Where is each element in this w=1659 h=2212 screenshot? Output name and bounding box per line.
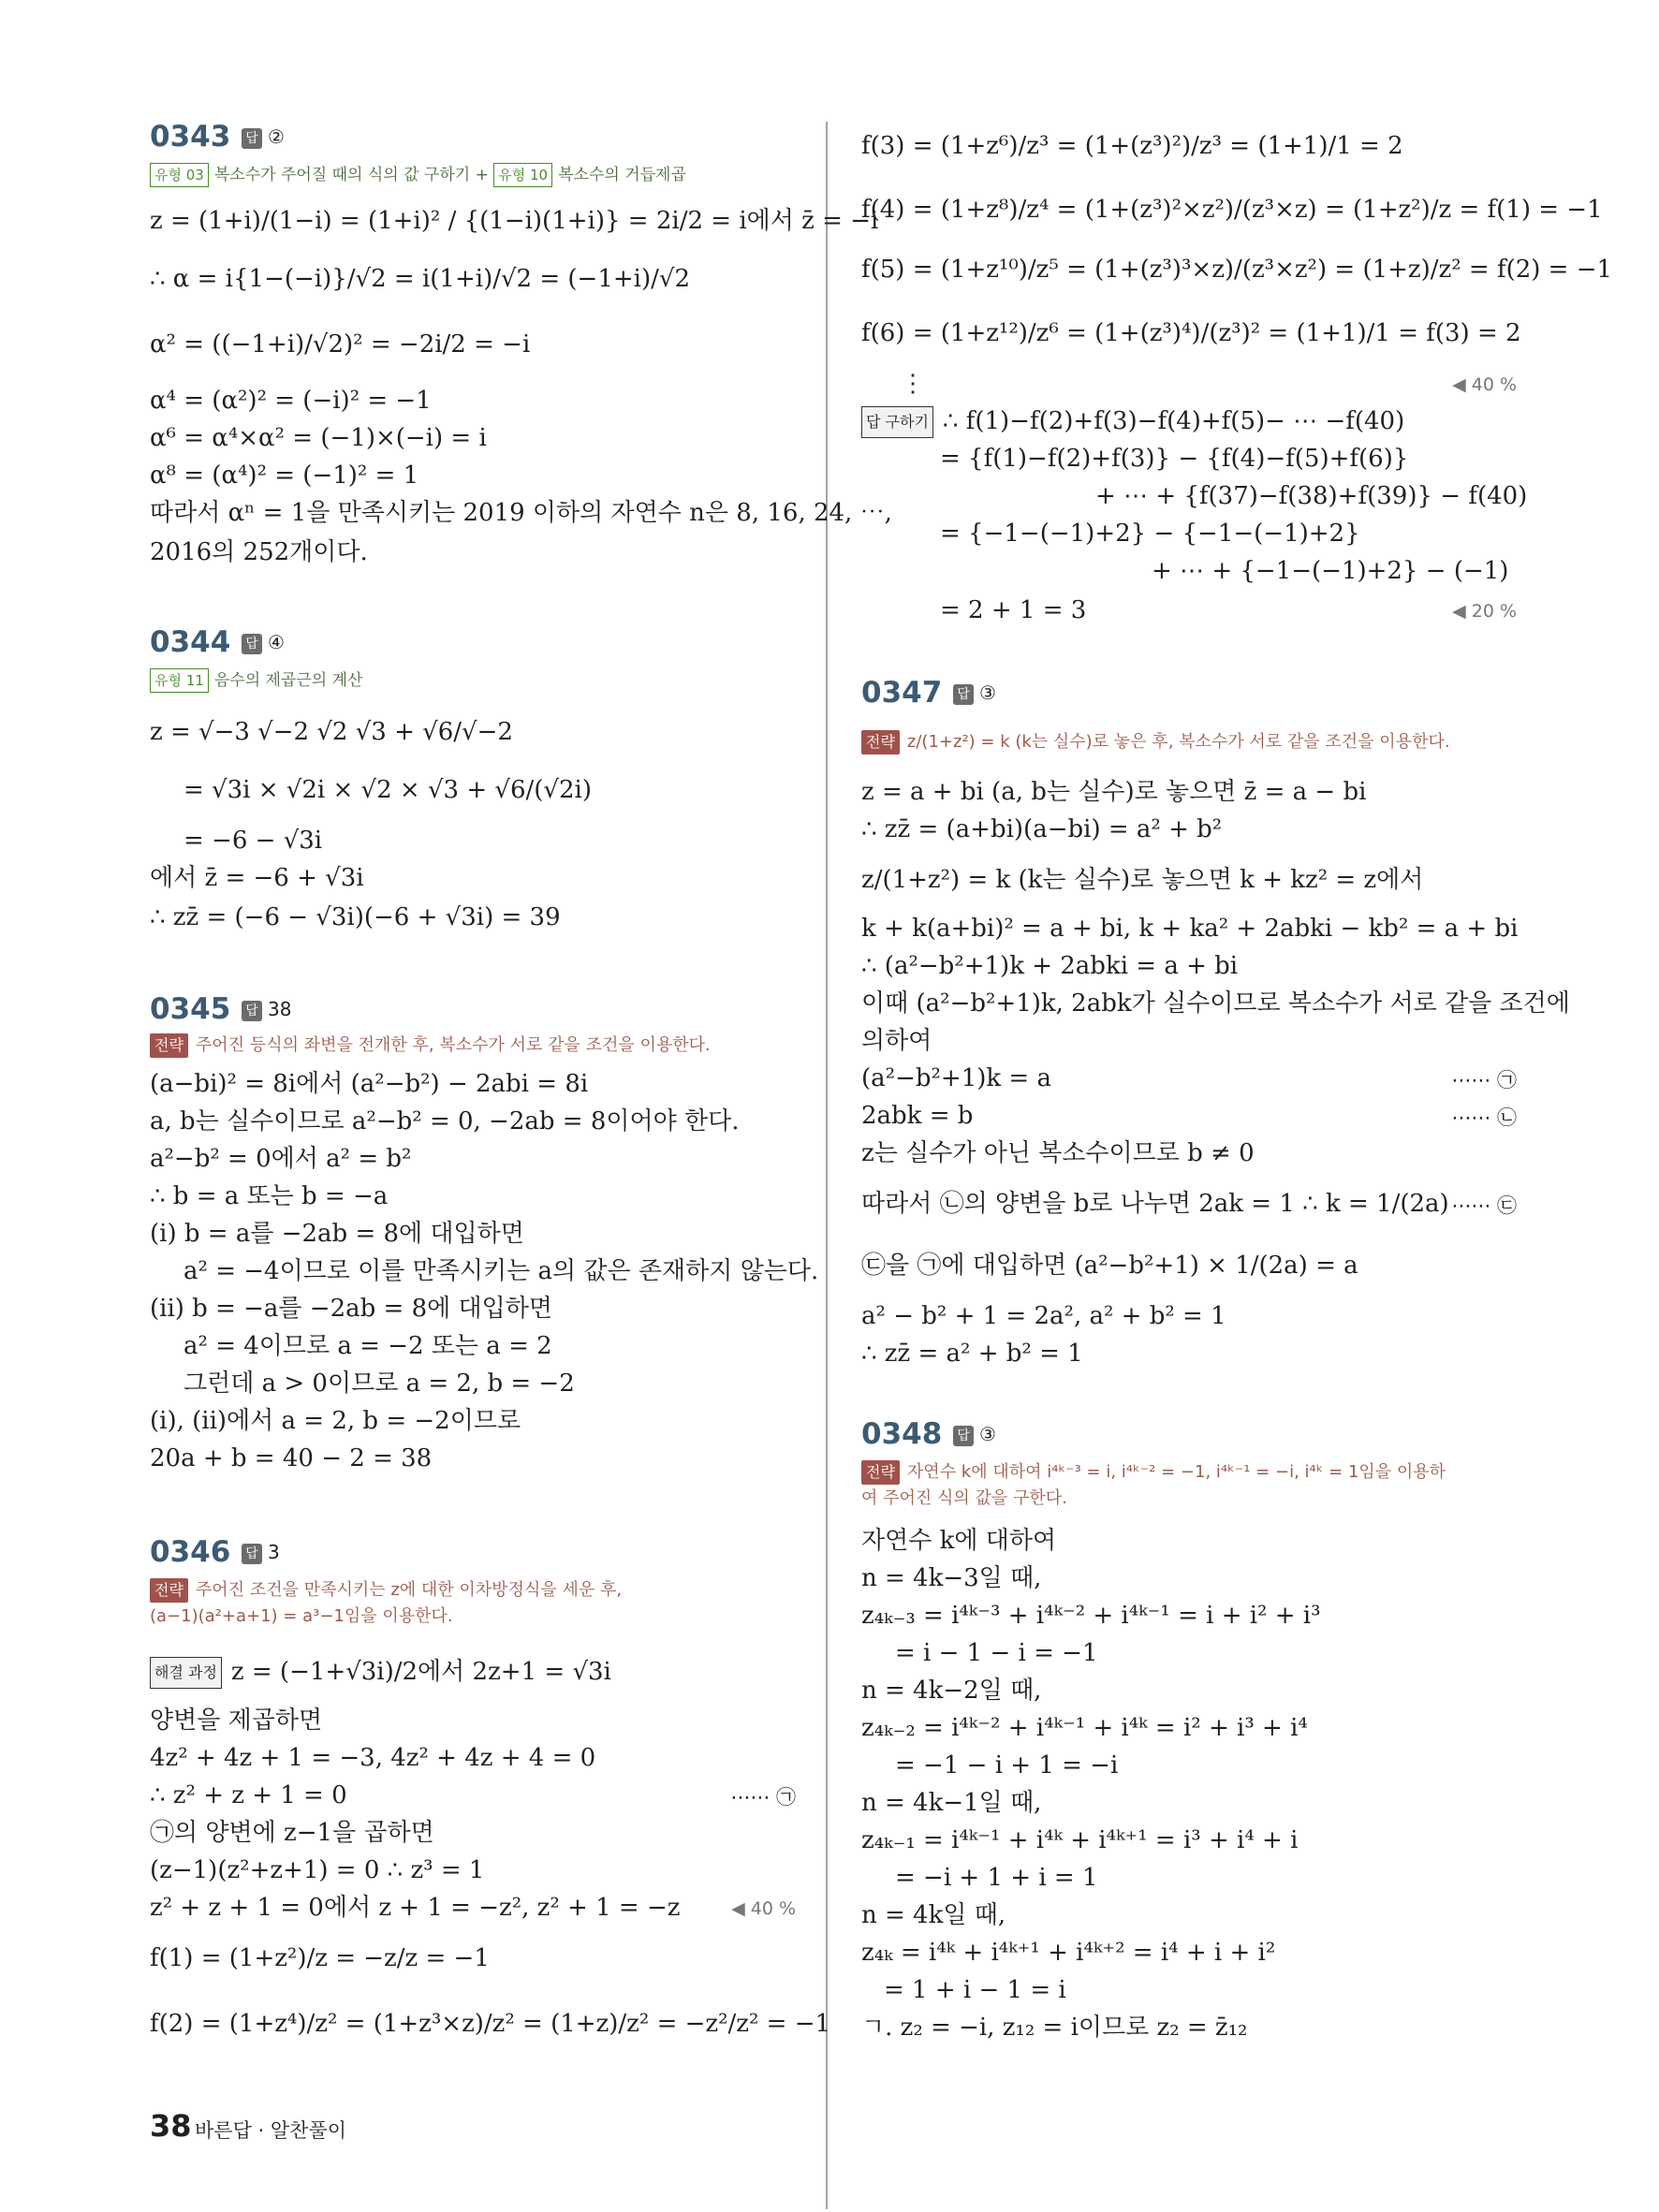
solution-line: + ⋯ + {f(37)−f(38)+f(39)} − f(40) bbox=[1095, 482, 1528, 510]
strategy-text: z/(1+z²) = k (k는 실수)로 놓은 후, 복소수가 서로 같을 조건을 이용한다. bbox=[906, 732, 1450, 752]
solution-line: + ⋯ + {−1−(−1)+2} − (−1) bbox=[1152, 557, 1509, 585]
solution-line: z² + z + 1 = 0에서 z + 1 = −z², z² + 1 = −z bbox=[150, 1894, 681, 1922]
solution-line: α⁶ = α⁴×α² = (−1)×(−i) = i bbox=[150, 424, 487, 452]
answer-value: ② bbox=[268, 125, 285, 148]
answer-badge bbox=[242, 1541, 280, 1564]
solution-line: 2abk = b bbox=[861, 1102, 974, 1130]
solution-line: 20a + b = 40 − 2 = 38 bbox=[150, 1444, 433, 1472]
problem-number: 0347 bbox=[861, 676, 943, 710]
solution-line: f(1) = (1+z²)/z = −z/z = −1 bbox=[150, 1944, 490, 1972]
solution-line: = −1 − i + 1 = −i bbox=[895, 1751, 1119, 1780]
solution-line bbox=[150, 1657, 611, 1689]
solution-line: = {f(1)−f(2)+f(3)} − {f(4)−f(5)+f(6)} bbox=[940, 445, 1409, 473]
solution-line: (i) b = a를 −2ab = 8에 대입하면 bbox=[150, 1220, 524, 1248]
solution-line: = i − 1 − i = −1 bbox=[895, 1639, 1098, 1667]
strategy-label: 전략 bbox=[150, 1033, 188, 1058]
type-tag-text: 복소수가 주어질 때의 식의 값 구하기 bbox=[213, 166, 471, 184]
equation-mark: ⋯⋯ ㉠ bbox=[1451, 1069, 1517, 1091]
solution-line: z = √−3 √−2 √2 √3 + √6/√−2 bbox=[150, 718, 513, 746]
solution-line: n = 4k−2일 때, bbox=[861, 1677, 1042, 1705]
solution-line: z₄ₖ₋₂ = i⁴ᵏ⁻² + i⁴ᵏ⁻¹ + i⁴ᵏ = i² + i³ + i⁴ bbox=[861, 1714, 1308, 1742]
solution-line: 따라서 ㉡의 양변을 b로 나누면 2ak = 1 ∴ k = 1/(2a) bbox=[861, 1190, 1449, 1218]
solution-line: ∴ α = i{1−(−i)}/√2 = i(1+i)/√2 = (−1+i)/√2 bbox=[150, 265, 690, 293]
solution-line: ㉢을 ㉠에 대입하면 (a²−b²+1) × 1/(2a) = a bbox=[861, 1252, 1358, 1280]
answer-step-label: 답 구하기 bbox=[861, 406, 933, 438]
score-percent: ◀ 40 % bbox=[731, 1898, 796, 1919]
solution-line: ∴ zz̄ = (a+bi)(a−bi) = a² + b² bbox=[861, 815, 1223, 843]
solution-line: = −6 − √3i bbox=[184, 827, 323, 855]
answer-value: 3 bbox=[268, 1541, 280, 1563]
solution-line: f(4) = (1+z⁸)/z⁴ = (1+(z³)²×z²)/(z³×z) = (1+z²)/z = f(1) = −1 bbox=[861, 196, 1603, 224]
answer-value: ③ bbox=[979, 1423, 996, 1445]
problem-number: 0345 bbox=[150, 992, 231, 1026]
answer-icon: 답 bbox=[242, 634, 262, 654]
solution-line: ∴ zz̄ = (−6 − √3i)(−6 + √3i) = 39 bbox=[150, 903, 561, 931]
solution-line: a²−b² = 0에서 a² = b² bbox=[150, 1145, 412, 1173]
solution-line: ㄱ. z₂ = −i, z₁₂ = i이므로 z₂ = z̄₁₂ bbox=[861, 2014, 1248, 2042]
problem-number: 0343 bbox=[150, 120, 231, 154]
solution-line: f(3) = (1+z⁶)/z³ = (1+(z³)²)/z³ = (1+1)/1 = 2 bbox=[861, 132, 1403, 160]
solution-line: ㉠의 양변에 z−1을 곱하면 bbox=[150, 1819, 434, 1847]
process-label: 해결 과정 bbox=[150, 1657, 222, 1689]
solution-line: z₄ₖ₋₁ = i⁴ᵏ⁻¹ + i⁴ᵏ + i⁴ᵏ⁺¹ = i³ + i⁴ + i bbox=[861, 1826, 1299, 1854]
solution-line: 양변을 제곱하면 bbox=[150, 1707, 323, 1735]
answer-badge bbox=[953, 681, 996, 705]
answer-icon: 답 bbox=[242, 1544, 262, 1564]
solution-line: = 2 + 1 = 3 bbox=[940, 596, 1087, 624]
answer-icon: 답 bbox=[953, 1426, 974, 1446]
solution-line: 에서 z̄ = −6 + √3i bbox=[150, 864, 364, 892]
solution-line: ∴ z² + z + 1 = 0 bbox=[150, 1781, 347, 1809]
solution-line: ∴ b = a 또는 b = −a bbox=[150, 1182, 389, 1210]
column-divider bbox=[826, 122, 828, 2209]
solution-line: z₄ₖ₋₃ = i⁴ᵏ⁻³ + i⁴ᵏ⁻² + i⁴ᵏ⁻¹ = i + i² + i³ bbox=[861, 1602, 1321, 1630]
solution-line: 이때 (a²−b²+1)k, 2abk가 실수이므로 복소수가 서로 같을 조건에 bbox=[861, 989, 1570, 1018]
solution-line: ∴ zz̄ = a² + b² = 1 bbox=[861, 1340, 1083, 1368]
solution-line: = √3i × √2i × √2 × √3 + √6/(√2i) bbox=[184, 776, 592, 804]
solution-line: n = 4k일 때, bbox=[861, 1901, 1006, 1929]
problem-number: 0348 bbox=[861, 1417, 943, 1451]
strategy bbox=[861, 1460, 1446, 1485]
solution-line: f(6) = (1+z¹²)/z⁶ = (1+(z³)⁴)/(z³)² = (1+1)/1 = f(3) = 2 bbox=[861, 319, 1521, 347]
answer-value: 38 bbox=[268, 998, 292, 1020]
strategy-text: 주어진 등식의 좌변을 전개한 후, 복소수가 서로 같을 조건을 이용한다. bbox=[195, 1035, 711, 1055]
strategy bbox=[150, 1033, 711, 1058]
strategy-continued: 여 주어진 식의 값을 구한다. bbox=[861, 1488, 1067, 1508]
solution-line: α⁸ = (α⁴)² = (−1)² = 1 bbox=[150, 461, 419, 490]
type-tags bbox=[150, 163, 686, 187]
solution-line bbox=[861, 406, 1404, 438]
strategy-text: 주어진 조건을 만족시키는 z에 대한 이차방정식을 세운 후, bbox=[195, 1580, 623, 1600]
answer-icon: 답 bbox=[953, 684, 974, 705]
solution-line: f(2) = (1+z⁴)/z² = (1+z³×z)/z² = (1+z)/z² = −z²/z² = −1 bbox=[150, 2010, 831, 2038]
solution-line: a² = −4이므로 이를 만족시키는 a의 값은 존재하지 않는다. bbox=[184, 1257, 819, 1285]
type-tag: 유형 03 bbox=[150, 163, 209, 187]
type-tag-text: 음수의 제곱근의 계산 bbox=[213, 671, 363, 690]
strategy-text: 자연수 k에 대하여 i⁴ᵏ⁻³ = i, i⁴ᵏ⁻² = −1, i⁴ᵏ⁻¹ = −i, i⁴ᵏ = 1임을 이용하 bbox=[906, 1462, 1446, 1482]
solution-line: z = a + bi (a, b는 실수)로 놓으면 z̄ = a − bi bbox=[861, 778, 1367, 806]
solution-text: ∴ f(1)−f(2)+f(3)−f(4)+f(5)− ⋯ −f(40) bbox=[942, 407, 1405, 435]
solution-line: a² = 4이므로 a = −2 또는 a = 2 bbox=[184, 1332, 552, 1360]
solution-line: = −i + 1 + i = 1 bbox=[895, 1864, 1098, 1892]
solution-line: 자연수 k에 대하여 bbox=[861, 1527, 1057, 1555]
strategy bbox=[150, 1578, 622, 1603]
solution-line: z는 실수가 아닌 복소수이므로 b ≠ 0 bbox=[861, 1139, 1255, 1167]
problem-number: 0344 bbox=[150, 625, 231, 659]
solution-line: 그런데 a > 0이므로 a = 2, b = −2 bbox=[184, 1370, 575, 1398]
type-tag: 유형 11 bbox=[150, 668, 209, 693]
solution-line: n = 4k−1일 때, bbox=[861, 1789, 1042, 1817]
solution-line: (i), (ii)에서 a = 2, b = −2이므로 bbox=[150, 1407, 521, 1435]
solution-line: α⁴ = (α²)² = (−i)² = −1 bbox=[150, 387, 432, 415]
answer-value: ③ bbox=[979, 681, 996, 704]
solution-line: (ii) b = −a를 −2ab = 8에 대입하면 bbox=[150, 1295, 552, 1323]
strategy-label: 전략 bbox=[861, 1460, 900, 1485]
solution-line: (a−bi)² = 8i에서 (a²−b²) − 2abi = 8i bbox=[150, 1070, 589, 1098]
answer-badge bbox=[242, 631, 285, 654]
answer-badge bbox=[242, 998, 291, 1021]
solution-line: = 1 + i − 1 = i bbox=[884, 1976, 1066, 2004]
type-tags bbox=[150, 668, 362, 693]
solution-line: z₄ₖ = i⁴ᵏ + i⁴ᵏ⁺¹ + i⁴ᵏ⁺² = i⁴ + i + i² bbox=[861, 1939, 1276, 1967]
answer-badge bbox=[242, 125, 285, 149]
strategy bbox=[861, 730, 1450, 754]
tag-plus: + bbox=[475, 166, 489, 184]
answer-icon: 답 bbox=[242, 128, 262, 149]
type-tag-text: 복소수의 거듭제곱 bbox=[558, 166, 686, 184]
solution-line: (z−1)(z²+z+1) = 0 ∴ z³ = 1 bbox=[150, 1856, 485, 1884]
solution-line: n = 4k−3일 때, bbox=[861, 1564, 1042, 1592]
solution-line: z = (1+i)/(1−i) = (1+i)² / {(1−i)(1+i)} = 2i/2 = i에서 z̄ = −i bbox=[150, 207, 879, 235]
strategy-label: 전략 bbox=[861, 730, 900, 754]
answer-value: ④ bbox=[268, 631, 285, 653]
equation-mark: ⋯⋯ ㉠ bbox=[730, 1786, 796, 1809]
solution-line: 4z² + 4z + 1 = −3, 4z² + 4z + 4 = 0 bbox=[150, 1744, 596, 1772]
equation-mark: ⋯⋯ ㉢ bbox=[1451, 1194, 1517, 1217]
score-percent: ◀ 40 % bbox=[1452, 374, 1517, 395]
solution-line: = {−1−(−1)+2} − {−1−(−1)+2} bbox=[940, 520, 1360, 548]
solution-line: k + k(a+bi)² = a + bi, k + ka² + 2abki − kb² = a + bi bbox=[861, 915, 1519, 943]
solution-line: α² = ((−1+i)/√2)² = −2i/2 = −i bbox=[150, 330, 531, 359]
solution-line: z/(1+z²) = k (k는 실수)로 놓으면 k + kz² = z에서 bbox=[861, 866, 1424, 894]
strategy-continued: (a−1)(a²+a+1) = a³−1임을 이용한다. bbox=[150, 1606, 453, 1626]
solution-line: 2016의 252개이다. bbox=[150, 538, 368, 566]
solution-line: a² − b² + 1 = 2a², a² + b² = 1 bbox=[861, 1302, 1226, 1330]
score-percent: ◀ 20 % bbox=[1452, 601, 1517, 622]
type-tag: 유형 10 bbox=[493, 163, 552, 187]
solution-line: 따라서 αⁿ = 1을 만족시키는 2019 이하의 자연수 n은 8, 16, 24, ⋯, bbox=[150, 499, 892, 527]
solution-line: (a²−b²+1)k = a bbox=[861, 1064, 1051, 1092]
book-title: 바른답 · 알찬풀이 bbox=[195, 2119, 347, 2142]
page-number: 38 bbox=[150, 2108, 192, 2144]
solution-line: a, b는 실수이므로 a²−b² = 0, −2ab = 8이어야 한다. bbox=[150, 1107, 740, 1135]
answer-badge bbox=[953, 1423, 996, 1446]
solution-line: ⋮ bbox=[901, 370, 925, 398]
problem-number: 0346 bbox=[150, 1535, 231, 1569]
solution-line: f(5) = (1+z¹⁰)/z⁵ = (1+(z³)³×z)/(z³×z²) = (1+z)/z² = f(2) = −1 bbox=[861, 256, 1613, 284]
strategy-label: 전략 bbox=[150, 1578, 188, 1603]
answer-icon: 답 bbox=[242, 1001, 262, 1021]
solution-text: z = (−1+√3i)/2에서 2z+1 = √3i bbox=[230, 1658, 611, 1686]
equation-mark: ⋯⋯ ㉡ bbox=[1451, 1106, 1517, 1129]
solution-line: ∴ (a²−b²+1)k + 2abki = a + bi bbox=[861, 952, 1239, 980]
solution-line: 의하여 bbox=[861, 1027, 932, 1055]
